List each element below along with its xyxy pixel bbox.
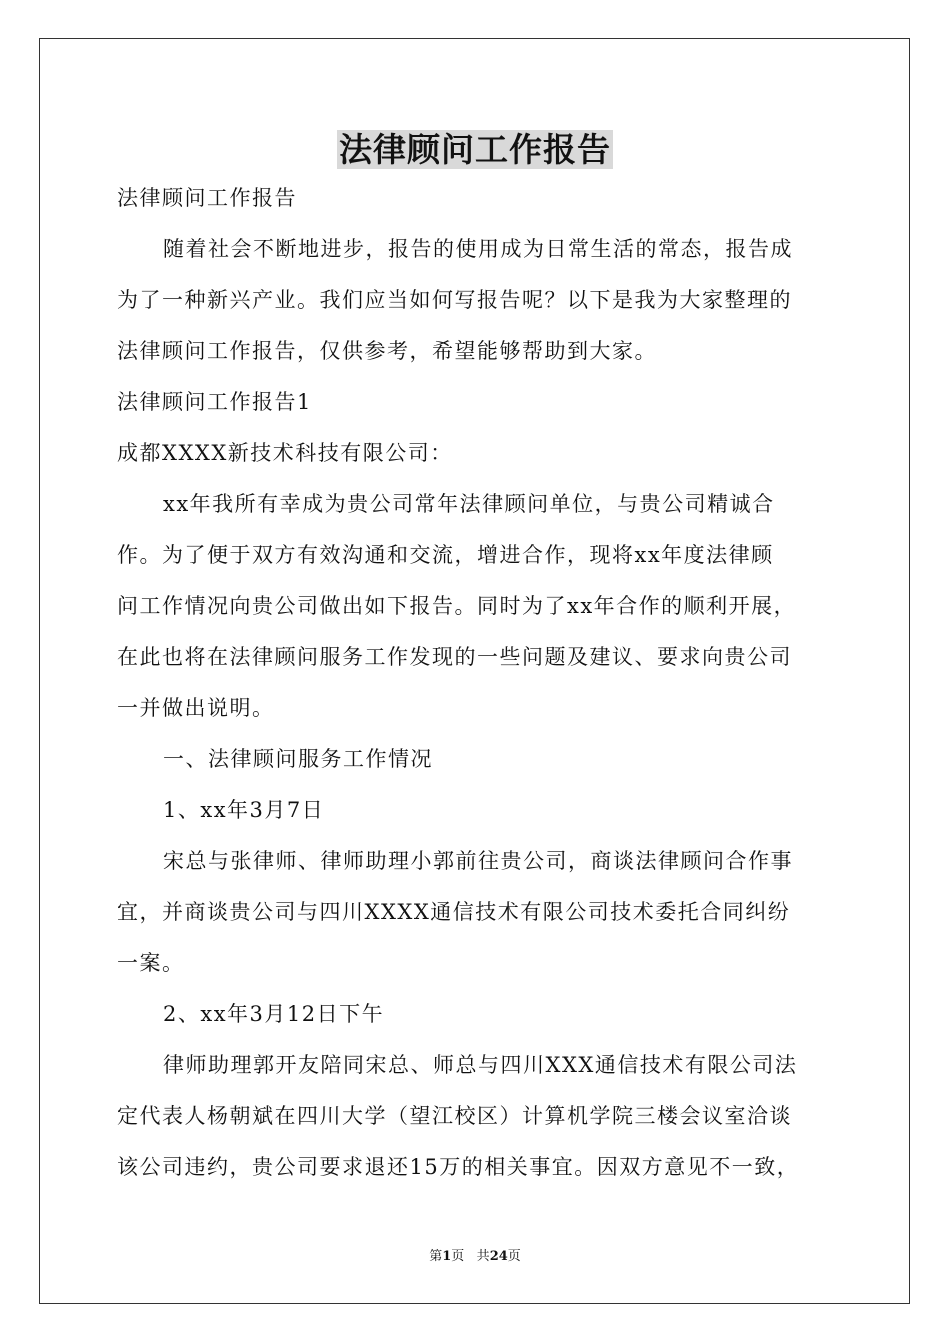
body-line: 法律顾问工作报告	[117, 186, 297, 210]
body-line: 宋总与张律师、律师助理小郭前往贵公司，商谈法律顾问合作事	[163, 849, 793, 873]
body-line: 律师助理郭开友陪同宋总、师总与四川XXX通信技术有限公司法	[163, 1053, 798, 1077]
body-line: 一案。	[117, 951, 185, 975]
body-line: 为了一种新兴产业。我们应当如何写报告呢？以下是我为大家整理的	[117, 288, 792, 312]
document-body	[117, 173, 835, 1193]
body-line: 一并做出说明。	[117, 696, 275, 720]
footer-total-suffix: 页	[507, 1249, 521, 1264]
footer-page-suffix: 页	[451, 1249, 465, 1264]
body-line: 成都XXXX新技术科技有限公司：	[117, 441, 453, 465]
body-line: 法律顾问工作报告，仅供参考，希望能够帮助到大家。	[117, 339, 657, 363]
body-line: 宜，并商谈贵公司与四川XXXX通信技术有限公司技术委托合同纠纷	[117, 900, 791, 924]
body-line: 作。为了便于双方有效沟通和交流，增进合作，现将xx年度法律顾	[117, 543, 774, 567]
body-line: 一、法律顾问服务工作情况	[163, 747, 433, 771]
body-line: xx年我所有幸成为贵公司常年法律顾问单位，与贵公司精诚合	[163, 492, 775, 516]
footer-prefix: 第	[429, 1249, 443, 1264]
current-page-number: 1	[442, 1249, 452, 1264]
body-line: 随着社会不断地进步，报告的使用成为日常生活的常态，报告成	[163, 237, 793, 261]
body-line: 法律顾问工作报告1	[117, 390, 312, 414]
body-line: 问工作情况向贵公司做出如下报告。同时为了xx年合作的顺利开展，	[117, 594, 797, 618]
body-line: 定代表人杨朝斌在四川大学（望江校区）计算机学院三楼会议室洽谈	[117, 1104, 792, 1128]
total-page-count: 24	[489, 1249, 508, 1264]
body-line: 2、xx年3月12日下午	[163, 1002, 385, 1026]
footer-total-prefix: 共	[476, 1249, 490, 1264]
page-number-footer	[0, 1248, 950, 1266]
document-title-text: 法律顾问工作报告	[339, 130, 611, 169]
body-line: 在此也将在法律顾问服务工作发现的一些问题及建议、要求向贵公司	[117, 645, 792, 669]
body-line: 1、xx年3月7日	[163, 798, 325, 822]
document-title	[0, 128, 950, 172]
body-line: 该公司违约，贵公司要求退还15万的相关事宜。因双方意见不一致，	[117, 1155, 800, 1179]
